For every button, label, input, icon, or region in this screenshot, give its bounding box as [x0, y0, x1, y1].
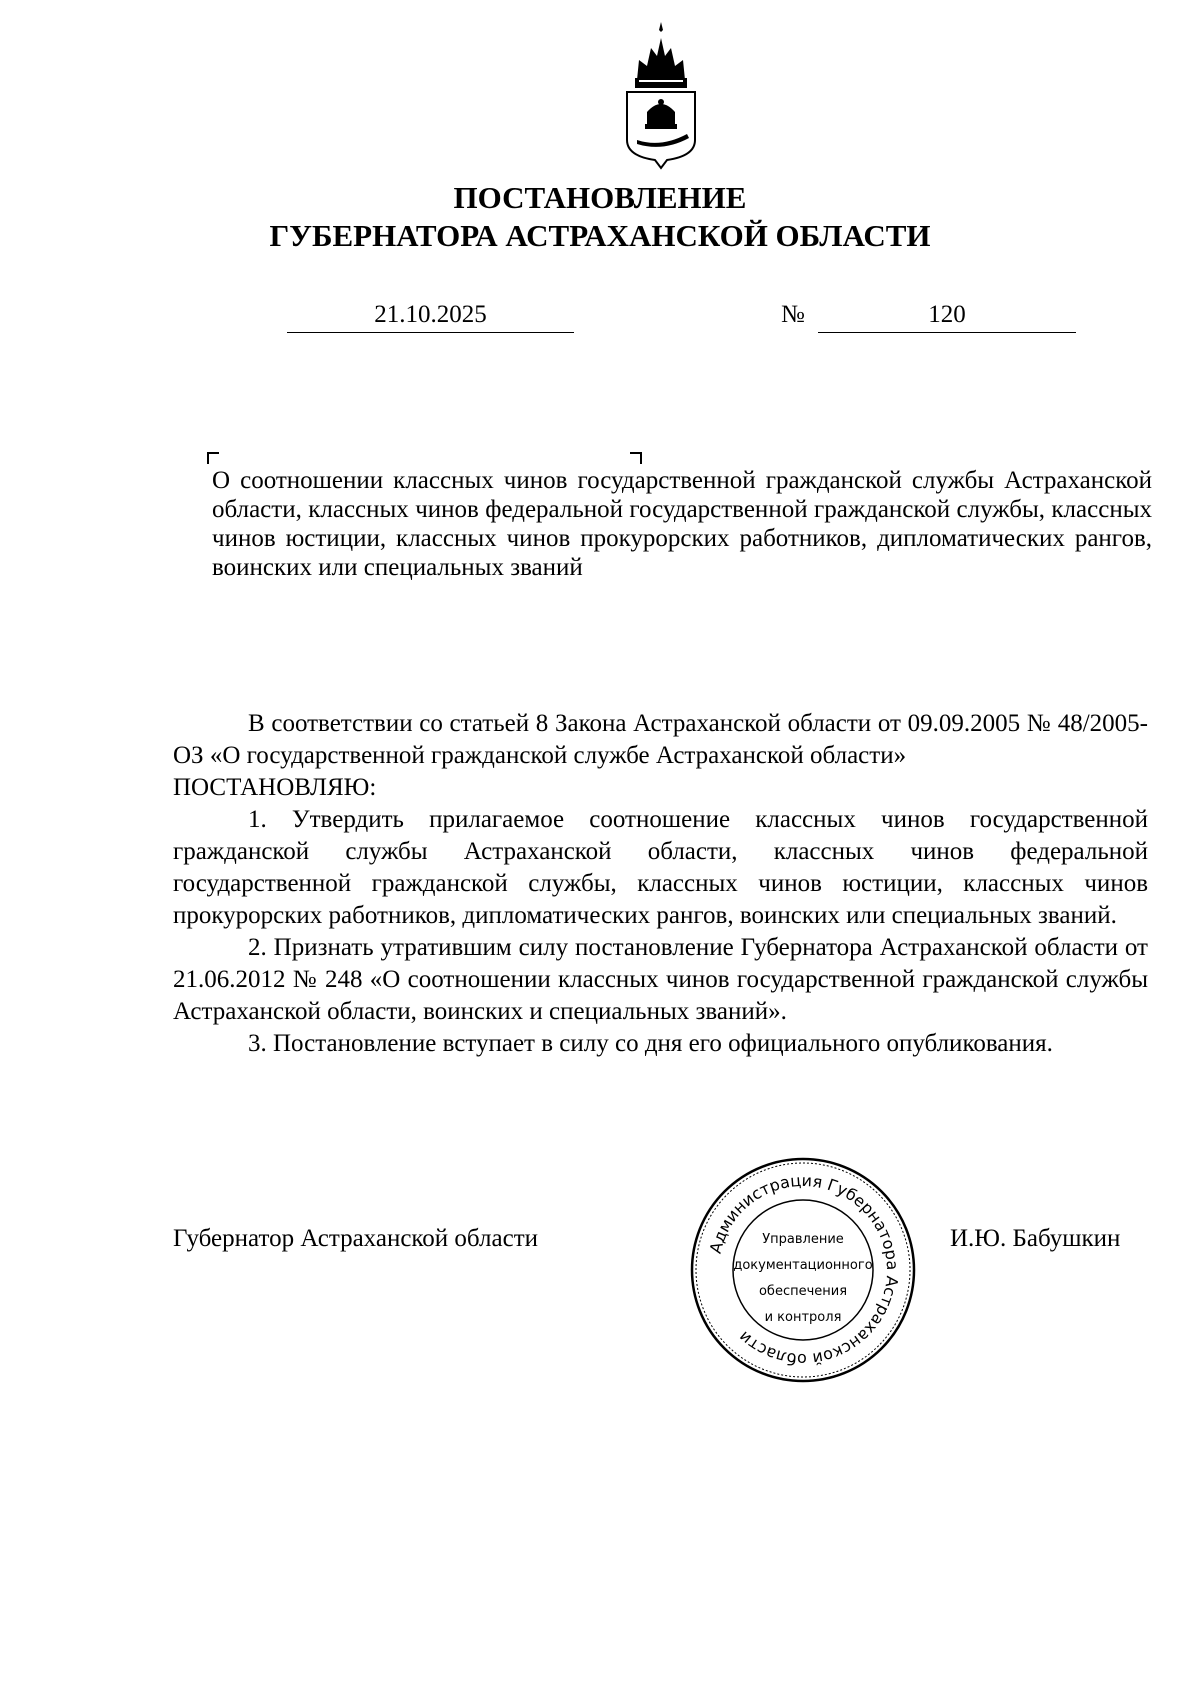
official-stamp — [688, 1155, 918, 1385]
stamp-line-1: Управление — [762, 1232, 844, 1247]
item-2-paragraph: 2. Признать утратившим силу постановление Губернатора Астраханской области от 21.06.2012 № 248 «О соотношении классных чинов государственной гражданской службы Астраханской области, воинских и специальных званий». — [173, 934, 1148, 1025]
stamp-outer-text: Администрация Губернатора Астраханской области — [705, 1170, 903, 1370]
coat-of-arms-icon — [617, 20, 705, 172]
subject-corner-right — [630, 452, 642, 464]
document-number: 120 — [818, 300, 1076, 333]
document-body — [173, 708, 1148, 1060]
decree-word: ПОСТАНОВЛЯЮ: — [173, 774, 377, 801]
number-sign: № — [781, 301, 805, 328]
document-issuer-title: ГУБЕРНАТОРА АСТРАХАНСКОЙ ОБЛАСТИ — [269, 218, 931, 253]
document-subject: О соотношении классных чинов государственной гражданской службы Астраханской области, классных чинов федеральной государственной гражданской службы, классных чинов юстиции, классных чинов прокурорских работников, дипломатических рангов, воинских или специальных званий — [212, 467, 1152, 581]
signer-title: Губернатор Астраханской области — [173, 1225, 539, 1252]
document-type-title: ПОСТАНОВЛЕНИЕ — [453, 180, 747, 215]
stamp-line-2: документационного — [733, 1258, 873, 1273]
preamble-paragraph: В соответствии со статьей 8 Закона Астраханской области от 09.09.2005 № 48/2005-ОЗ «О государственной гражданской службе Астраханской области» — [173, 710, 1148, 769]
subject-corner-left — [207, 452, 219, 464]
signer-name: И.Ю. Бабушкин — [950, 1225, 1121, 1252]
stamp-line-4: и контроля — [764, 1310, 842, 1325]
item-1-paragraph: 1. Утвердить прилагаемое соотношение классных чинов государственной гражданской службы Астраханской области, классных чинов федеральной государственной гражданской службы, классных чинов юстиции, классных чинов прокурорских работников, дипломатических рангов, воинских или специальных званий. — [173, 806, 1148, 929]
item-3-paragraph: 3. Постановление вступает в силу со дня его официального опубликования. — [248, 1030, 1053, 1057]
document-date: 21.10.2025 — [287, 300, 574, 333]
stamp-line-3: обеспечения — [758, 1284, 848, 1299]
